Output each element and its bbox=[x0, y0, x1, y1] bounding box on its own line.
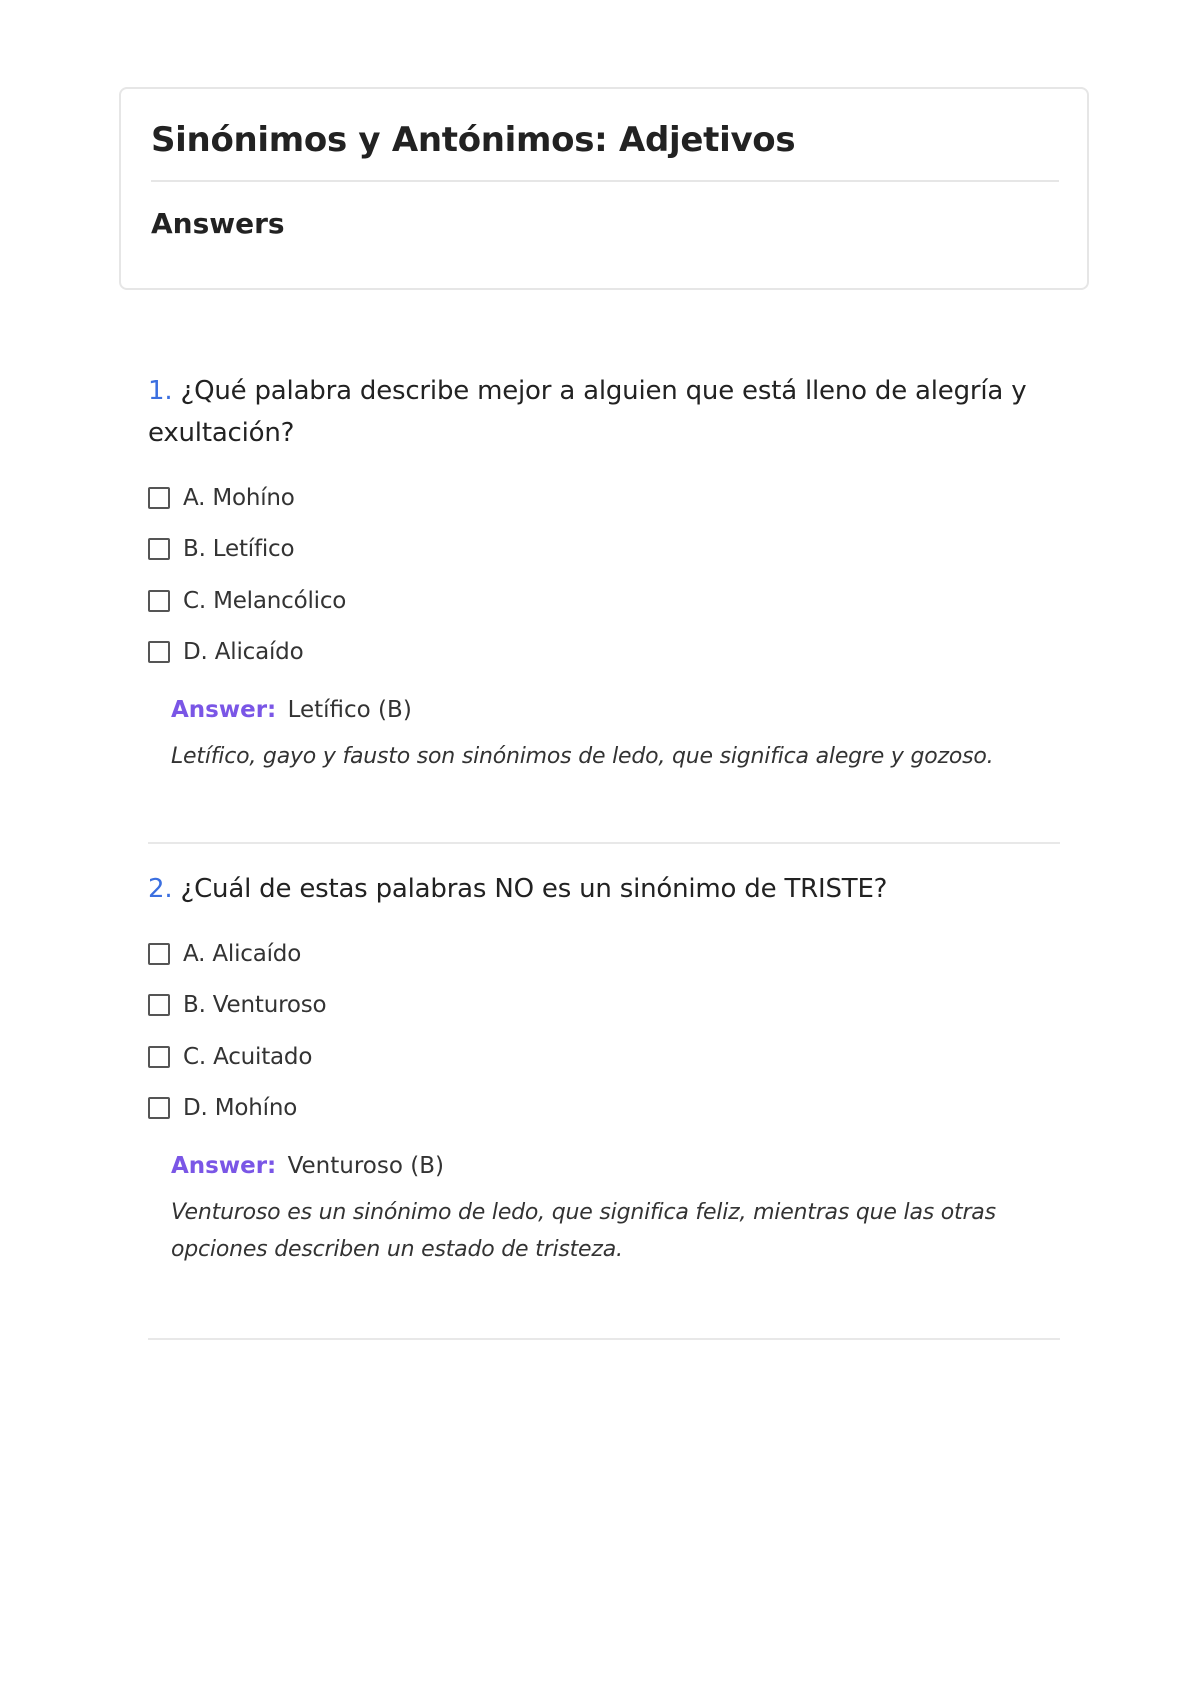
option-a[interactable] bbox=[148, 472, 1060, 524]
checkbox[interactable] bbox=[148, 590, 170, 612]
checkbox[interactable] bbox=[148, 994, 170, 1016]
checkbox[interactable] bbox=[148, 641, 170, 663]
question-prompt: ¿Cuál de estas palabras NO es un sinónimo de TRISTE? bbox=[180, 874, 888, 904]
checkbox[interactable] bbox=[148, 538, 170, 560]
option-label: A. Mohíno bbox=[183, 484, 295, 511]
answer-value: Letífico (B) bbox=[287, 697, 412, 723]
answer-label: Answer: bbox=[171, 697, 277, 723]
option-d[interactable] bbox=[148, 1083, 1060, 1135]
question-number: 1. bbox=[148, 376, 173, 406]
option-label: C. Melancólico bbox=[183, 587, 347, 614]
answer-explanation: Venturoso es un sinónimo de ledo, que significa feliz, mientras que las otras opciones describen un estado de tristeza. bbox=[171, 1200, 996, 1262]
question-divider bbox=[148, 842, 1060, 844]
answer-line bbox=[171, 1146, 1060, 1186]
answer-explanation: Letífico, gayo y fausto son sinónimos de ledo, que significa alegre y gozoso. bbox=[171, 744, 994, 769]
option-b[interactable] bbox=[148, 524, 1060, 576]
answer-label: Answer: bbox=[171, 1153, 277, 1179]
question-text bbox=[148, 370, 1060, 454]
question-text bbox=[148, 868, 1060, 910]
option-label: B. Venturoso bbox=[183, 992, 327, 1019]
question-number: 2. bbox=[148, 874, 173, 904]
title-divider bbox=[151, 180, 1059, 182]
answer-line bbox=[171, 690, 1060, 730]
checkbox[interactable] bbox=[148, 943, 170, 965]
page-title: Sinónimos y Antónimos: Adjetivos bbox=[151, 120, 796, 160]
header-card bbox=[119, 87, 1089, 290]
question-2 bbox=[148, 868, 1060, 1268]
option-c[interactable] bbox=[148, 1031, 1060, 1083]
answer-block bbox=[171, 690, 1060, 775]
option-label: D. Alicaído bbox=[183, 639, 304, 666]
question-prompt: ¿Qué palabra describe mejor a alguien que está lleno de alegría y exultación? bbox=[148, 376, 1027, 448]
option-d[interactable] bbox=[148, 627, 1060, 679]
checkbox[interactable] bbox=[148, 1046, 170, 1068]
page-subtitle: Answers bbox=[151, 207, 285, 240]
option-c[interactable] bbox=[148, 575, 1060, 627]
option-label: C. Acuitado bbox=[183, 1043, 313, 1070]
option-label: B. Letífico bbox=[183, 536, 295, 563]
option-a[interactable] bbox=[148, 928, 1060, 980]
answer-block bbox=[171, 1146, 1060, 1268]
answer-value: Venturoso (B) bbox=[287, 1153, 444, 1179]
option-label: A. Alicaído bbox=[183, 940, 302, 967]
options-list bbox=[148, 472, 1060, 678]
options-list bbox=[148, 928, 1060, 1134]
question-divider bbox=[148, 1338, 1060, 1340]
checkbox[interactable] bbox=[148, 487, 170, 509]
question-1 bbox=[148, 370, 1060, 775]
option-label: D. Mohíno bbox=[183, 1095, 298, 1122]
option-b[interactable] bbox=[148, 980, 1060, 1032]
checkbox[interactable] bbox=[148, 1097, 170, 1119]
